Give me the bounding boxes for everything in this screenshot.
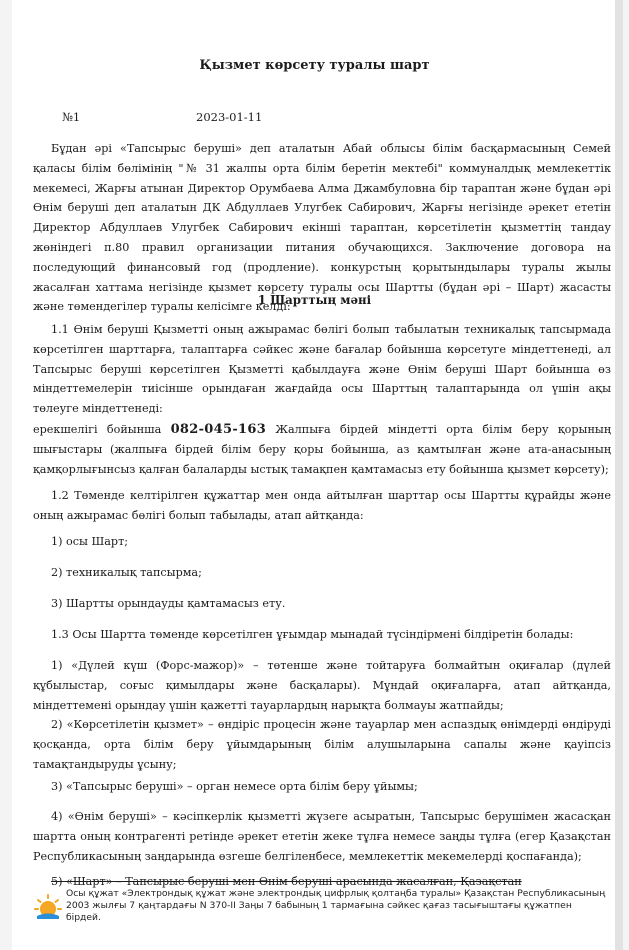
paragraph-special <box>33 420 611 479</box>
definition-item: 2) «Көрсетілетін қызмет» – өндіріс процесін және тауарлар мен аспаздық өнімдерді өндіруді қосқанда, орта білім беру ұйымдарының білім алушыларына сапалы және қауіпсіз тамақтандыруды ұсыну; <box>33 718 611 771</box>
page-edge <box>615 0 623 950</box>
special-rest: Жалпыға бірдей міндетті орта білім беру қорының шығыстары (жалпыға бірдей білім беру қоры бойынша, аз қамтылған және ата-анасының қамқорлығынсыз қалған балаларды ыстық тамақпен қамтамасыз ету бойынша қызмет көрсету); <box>33 423 611 476</box>
contract-date: 2023-01-11 <box>196 110 263 124</box>
document-title: Қызмет көрсету туралы шарт <box>199 58 430 73</box>
section-1-title: 1 Шарттың мәні <box>257 293 372 307</box>
definition-item: 5) «Шарт» – Тапсырыс беруші мен Өнім беруші арасында жасалған, Қазақстан <box>51 875 522 888</box>
intro-paragraph: Бұдан әрі «Тапсырыс беруші» деп аталатын Абай облысы білім басқармасының Семей қаласы білім бөлімінің "№ 31 жалпы орта білім беретін мектебі" коммуналдық мемлекеттік мекемесі, Жарғы атынан Директор Орумбаева Алма Джамбуловна бір тараптан және бұдан әрі Өнім беруші деп аталатын ДК Абдуллаев Улугбек Сабирович, Жарғы негізінде әрекет ететін Директор Абдуллаев Улугбек Сабирович екінші тараптан, көрсетілетін қызметтің тандау жөніндегі п.80 правил организации питания обучающихся. Заключение договора на последующий финансовый год (продление). конкурстың қорытындылары туралы жылы жасалған хаттама негізінде қызмет көрсету туралы осы Шартты (бұдан әрі – Шарт) жасасты және төмендегілер туралы келісімге келді: <box>33 142 611 314</box>
footer-notice <box>34 888 614 938</box>
list-item: 2) техникалық тапсырма; <box>51 566 202 579</box>
special-prefix: ерекшелігі бойынша <box>33 423 171 436</box>
definition-item: 4) «Өнім беруші» – кәсіпкерлік қызметті жүзеге асыратын, Тапсырыс берушімен жасасқан шартта оның контрагенті ретінде әрекет ететін жеке тұлға немесе заңды тұлға (егер Қазақстан Республикасының заңдарында өзгеше белгіленбесе, мемлекеттік мекемелерді қоспағанда); <box>33 810 611 863</box>
definition-item: 3) «Тапсырыс беруші» – орган немесе орта білім беру ұйымы; <box>51 780 418 793</box>
definition-item: 1) «Дүлей күш (Форс-мажор)» – төтенше және тойтаруға болмайтын оқиғалар (дүлей құбылыстар, соғыс қимылдары және басқалары). Мұндай оқиғаларға, атап айтқанда, міндеттемені орындау үшін қажетті тауарлардың нарықта болмауы жатпайды; <box>33 659 611 712</box>
list-item: 3) Шартты орындауды қамтамасыз ету. <box>51 597 286 610</box>
footer-text: Осы құжат «Электрондық құжат және электрондық цифрлық қолтаңба туралы» Қазақстан Республикасының 2003 жылғы 7 қаңтардағы N 370-II Заңы 7 бабының 1 тармағына сәйкес қағаз тасығыштағы құжатпен бірдей. <box>66 888 606 923</box>
contract-number: №1 <box>62 110 81 124</box>
paragraph-1-1: 1.1 Өнім беруші Қызметті оның ажырамас бөлігі болып табылатын техникалық тапсырмада көрсетілген шарттарға, талаптарға сәйкес және бағалар бойынша көрсетуге міндеттенеді, ал Тапсырыс беруші көрсетілген Қызметті қабылдауға және Өнім беруші Шарт бойынша өз міндеттемелерін тиісінше орындаған жағдайда осы Шарттың талаптарында ол үшін ақы төлеуге міндеттенеді: <box>33 323 611 416</box>
paragraph-1-3: 1.3 Осы Шартта төменде көрсетілген ұғымдар мынадай түсіндірмені білдіретін болады: <box>51 628 574 641</box>
list-item: 1) осы Шарт; <box>51 535 129 548</box>
paragraph-1-2: 1.2 Төменде келтірілген құжаттар мен онда айтылған шарттар осы Шартты құрайды және оның ажырамас бөлігі болып табылады, атап айтқанда: <box>33 489 611 522</box>
sun-egov-icon <box>34 892 62 920</box>
budget-code: 082-045-163 <box>170 422 267 437</box>
